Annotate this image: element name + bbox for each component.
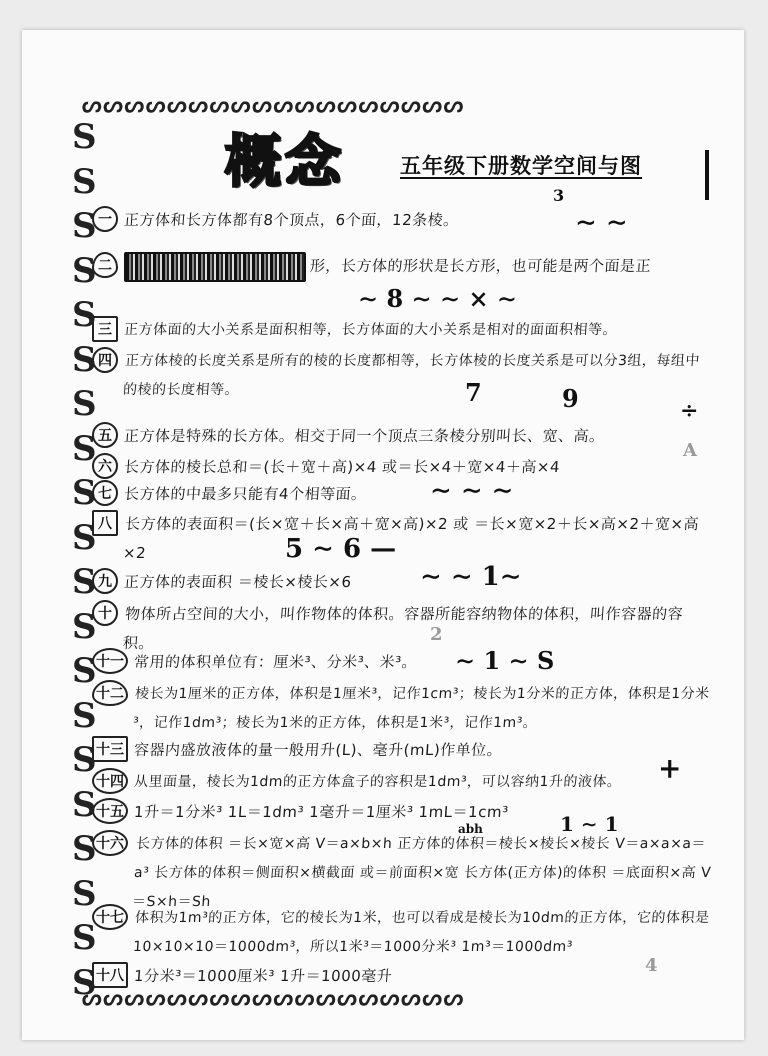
bottom-swirl-border: ᔕ ᔕ ᔕ ᔕ ᔕ ᔕ ᔕ ᔕ ᔕ ᔕ ᔕ ᔕ ᔕ ᔕ ᔕ ᔕ ᔕ ᔕ (82, 985, 461, 1011)
entry-number: 四 (92, 347, 118, 373)
doodle: ∼ 8 ∼ ∼ × ∼ (358, 284, 518, 313)
entry-number: 七 (92, 480, 118, 506)
border-s: S (72, 428, 97, 469)
entry-text: 正方体的表面积 ＝棱长×棱长×6 (123, 573, 353, 591)
doodle: ∼ ∼ (575, 208, 628, 238)
entry-text: 长方体的棱长总和＝(长＋宽＋高)×4 或＝长×4＋宽×4＋高×4 (123, 458, 561, 476)
border-s: S (72, 562, 97, 603)
concept-entry-9 (92, 568, 712, 597)
concept-entry-15 (92, 798, 712, 827)
border-s: S (72, 250, 97, 291)
entry-number: 三 (92, 316, 118, 342)
doodle: ∼ ∼ 1∼ (420, 562, 522, 592)
entry-text: 棱长为1厘米的正方体，体积是1厘米³，记作1cm³；棱长为1分米的正方体，体积是1分米³，记作1dm³；棱长为1米的正方体，体积是1米³，记作1m³。 (132, 686, 711, 731)
doodle: 2 (430, 624, 443, 645)
doodle: 7 (465, 378, 482, 407)
entry-text: 体积为1m³的正方体，它的棱长为1米，也可以看成是棱长为10dm的正方体，它的体积是10×10×10＝1000dm³，所以1米³＝1000分米³ 1m³＝1000dm³ (132, 910, 711, 955)
subtitle-bracket (705, 150, 709, 200)
concept-entry-3 (92, 316, 712, 345)
border-s: S (72, 517, 97, 558)
entry-text: 正方体是特殊的长方体。相交于同一个顶点三条棱分别叫长、宽、高。 (123, 427, 606, 445)
entry-text: 正方体和长方体都有8个顶点，6个面，12条棱。 (123, 211, 460, 229)
border-s: S (72, 651, 97, 692)
doodle: 3 (553, 186, 565, 205)
border-s: S (72, 473, 97, 514)
entry-text: 1分米³＝1000厘米³ 1升＝1000毫升 (133, 967, 393, 985)
border-s: S (72, 384, 97, 425)
border-s: S (72, 962, 97, 1003)
concept-entry-2 (92, 252, 712, 282)
page-subtitle: 五年级下册数学空间与图 (400, 154, 642, 178)
border-s: S (72, 740, 97, 781)
border-s: S (72, 918, 97, 959)
entry-number: 十四 (92, 768, 128, 794)
concept-entry-17 (92, 904, 712, 962)
entry-text: 1升＝1分米³ 1L＝1dm³ 1毫升＝1厘米³ 1mL＝1cm³ (133, 803, 510, 821)
entry-number: 十八 (92, 962, 128, 988)
entry-text: 常用的体积单位有：厘米³、分米³、米³。 (133, 653, 418, 671)
doodle: ÷ (680, 398, 699, 424)
border-s: S (72, 339, 97, 380)
doodle: ∼ ∼ ∼ (430, 476, 514, 506)
entry-number: 十三 (92, 736, 128, 762)
entry-number: 十 (92, 600, 118, 626)
border-s: S (72, 873, 97, 914)
doodle: 4 (645, 955, 658, 976)
entry-number: 十二 (92, 680, 128, 706)
entry-text: 长方体的表面积＝(长×宽＋长×高＋宽×高)×2 或 ＝长×宽×2＋长×高×2＋宽×高×2 (122, 515, 700, 562)
border-s: S (72, 295, 97, 336)
scribbled-out-text (124, 252, 306, 282)
border-s: S (72, 161, 97, 202)
entry-number: 五 (92, 422, 118, 448)
concept-entry-18 (92, 962, 712, 991)
concept-entry-14 (92, 768, 712, 797)
entry-text: 长方体的体积 ＝长×宽×高 V＝a×b×h 正方体的体积＝棱长×棱长×棱长 V＝a×a×a＝a³ 长方体的体积＝侧面积×横截面 或＝前面积×宽 长方体(正方体)的体积 ＝底面积×高 V＝S×h＝Sh (131, 836, 712, 910)
entry-text: 正方体面的大小关系是面积相等，长方体面的大小关系是相对的面面积相等。 (123, 322, 618, 338)
entry-number: 十五 (92, 798, 128, 824)
entry-text: 形，长方体的形状是长方形，也可能是两个面是正 (309, 257, 652, 275)
concept-entry-7 (92, 480, 712, 509)
entry-text: 长方体的中最多只能有4个相等面。 (123, 485, 368, 503)
border-s: S (72, 606, 97, 647)
entry-text: 从里面量，棱长为1dm的正方体盒子的容积是1dm³，可以容纳1升的液体。 (133, 774, 622, 790)
doodle: + (658, 752, 682, 785)
doodle: abh (458, 822, 483, 836)
page-title: 概念 (225, 129, 345, 195)
entry-number: 六 (92, 453, 118, 479)
doodle: 9 (562, 384, 579, 413)
entry-number: 十六 (92, 830, 128, 856)
entry-number: 十七 (92, 904, 128, 930)
doodle: 5 ∼ 6 — (285, 534, 397, 564)
doodle: ∼ 1 ∼ S (455, 646, 555, 675)
entry-text: 正方体棱的长度关系是所有的棱的长度都相等，长方体棱的长度关系是可以分3组，每组中的棱的长度相等。 (122, 353, 701, 398)
doodle: 1 ∼ 1 (560, 812, 619, 836)
top-swirl-border: ᔕ ᔕ ᔕ ᔕ ᔕ ᔕ ᔕ ᔕ ᔕ ᔕ ᔕ ᔕ ᔕ ᔕ ᔕ ᔕ ᔕ ᔕ (82, 92, 461, 118)
border-s: S (72, 829, 97, 870)
border-s: S (72, 784, 97, 825)
concept-entry-8 (92, 510, 712, 568)
concept-entry-12 (92, 680, 712, 738)
entry-number: 八 (92, 510, 118, 536)
entry-number: 九 (92, 568, 118, 594)
entry-number: 二 (92, 252, 118, 278)
concept-entry-6 (92, 453, 712, 482)
concept-entry-4 (92, 347, 712, 405)
entry-number: 十一 (92, 648, 128, 674)
border-s: S (72, 695, 97, 736)
entry-number: 一 (92, 206, 118, 232)
entry-text: 容器内盛放液体的量一般用升(L)、毫升(mL)作单位。 (133, 741, 503, 759)
border-s: S (72, 117, 97, 157)
concept-entry-11 (92, 648, 712, 677)
border-s: S (72, 206, 97, 247)
doodle: A (683, 440, 697, 461)
concept-entry-13 (92, 736, 712, 765)
concept-entry-5 (92, 422, 712, 451)
entry-text: 物体所占空间的大小，叫作物体的体积。容器所能容纳物体的体积，叫作容器的容积。 (122, 605, 684, 652)
